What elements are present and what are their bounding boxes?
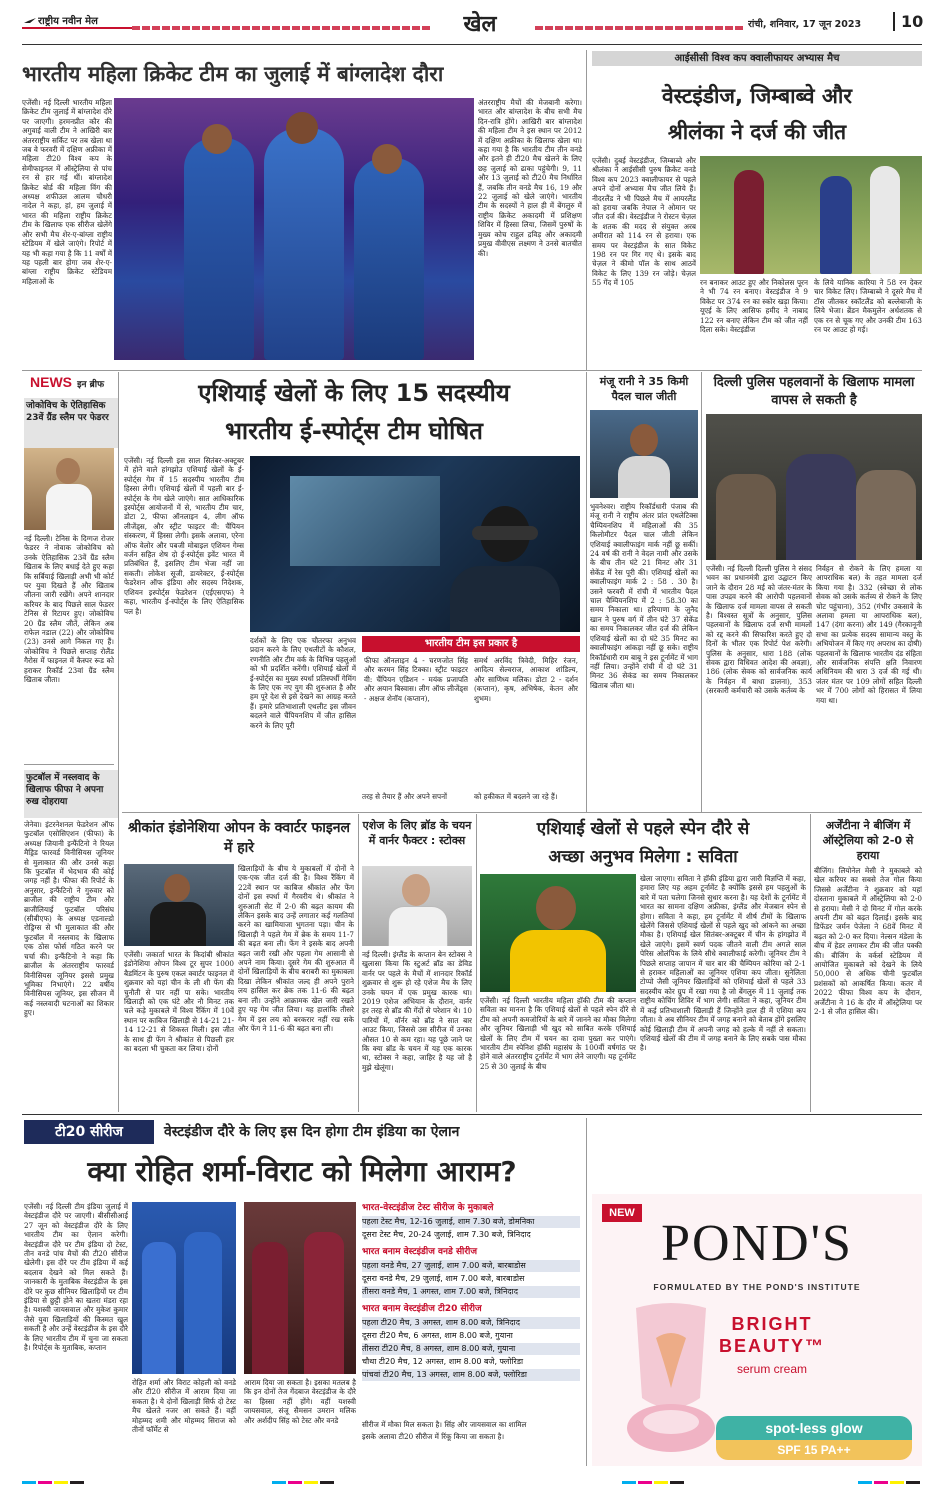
schedule-test-title: भारत-वेस्टइंडीज टेस्ट सीरीज के मुकाबले [362,1203,494,1213]
in-brief-label: इन ब्रीफ [77,380,105,390]
team-india-photo [132,1202,236,1374]
divider-brief [118,372,119,1112]
news-label: NEWS [30,374,72,390]
schedule-odi-row-1: पहला वनडे मैच, 27 जुलाई, शाम 7.00 बजे, बारबाडोस [362,1260,580,1272]
manju-head [630,424,658,456]
wi-player-a [252,1242,288,1374]
gamer-body [450,566,560,632]
india-player-1 [142,1242,176,1374]
player-figure-1 [184,138,254,360]
registration-marks [22,1474,922,1484]
esports-team-box [362,636,580,786]
gamer-headset [472,526,538,540]
news-brief-label [30,372,130,392]
brief-divider [24,764,114,765]
section-title: खेल [463,12,497,37]
ad-spf-badge [716,1416,912,1460]
divider-t20-ad [586,1118,587,1466]
divider-walk [701,372,702,812]
wi-player-3 [870,166,900,274]
lead-col2: अंतरराष्ट्रीय मैचों की मेजबानी करेगा। भारत और बांग्लादेश के बीच सभी मैच दिन-रात्रि होंगे। आखिरी बार बांग्लादेश की महिला टीम ने इस स्थान पर 2012 में दक्षिण अफ्रीका के खिलाफ खेला था। कहा गया है कि भारतीय टीम तीन वनडे और इतने ही टी20 मैच खेलने के लिए छह जुलाई को ढाका पहुंचेगी। 9, 11 और 13 जुलाई को टी20 मैच निर्धारित हैं, जबकि तीन वनडे मैच 16, 19 और 22 जुलाई को खेले जाएंगे। भारतीय टीम के सदस्यों ने हाल ही में बेंगलुरु में राष्ट्रीय क्रिकेट अकादमी में प्रशिक्षण शिविर में हिस्सा लिया, जिसमें पुरुषों के मुख्य कोच राहुल द्रविड़ और अकादमी प्रमुख वीवीएस लक्ष्मण ने उनसे बातचीत की। [478,98,582,258]
player-head-1 [202,124,232,154]
crowd-2 [786,454,856,560]
team-box-col2: समर्थ अरविंद त्रिवेदी, मिहिर रंजन, आदित्य सेल्वराज, आकाश शांडिल्य, और साणिध्य मलिक। डोटा 2 - दर्शन (कप्तान), कृष, अभिषेक, केतन और शुभम। [474,656,578,703]
divider-savita [810,814,811,1112]
srikanth-col1: एजेंसी। जकार्ता भारत के किदांबी श्रीकांत इंडोनेशिया ओपन विश्व टूर सुपर 1000 बैडमिंटन के पुरुष एकल क्वार्टर फाइनल में शुक्रवार को यहां चीन के ली शी फेंग की चुनौती से पार नहीं पा सके। भारतीय खिलाड़ी को एक घंटे और नौ मिनट तक चले कड़े मुकाबले में विश्व रैंकिंग में 10वें स्थान पर काबिज खिलाड़ी से 14-21 21-14 12-21 से शिकस्त मिली। इस जीत के साथ ही फेंग ने श्रीकांत से पिछली हार का बदला भी चुकता कर लिया। दोनों [124,950,234,1054]
police-col1: एजेंसी। नई दिल्ली दिल्ली पुलिस ने संसद भवन का प्रधानमंत्री द्वारा उद्घाटन किए जाने के दौरान 28 मई को जंतर-मंतर के पास उपद्रव करने की आरोपी पहलवानों के खिलाफ दर्ज मामला वापस ले सकती है। विश्वस्त सूत्रों के अनुसार, पुलिस पहलवानों के खिलाफ दर्ज सभी मामलों को रद्द करने की सिफारिश करते हुए दो दिनों के भीतर एक रिपोर्ट पेश करेगी। पुलिस के अनुसार, धारा 188 (लोक सेवक द्वारा विधिवत आदेश की अवज्ञा), 186 (लोक सेवक को सार्वजनिक कार्य के निर्वहन में बाधा डालना), 353 (सरकारी कर्मचारी को उसके कर्तव्य के [706,564,812,696]
masthead [0,0,945,44]
srikanth-headline: श्रीकांत इंडोनेशिया ओपन के क्वार्टर फाइनल में हारे [127,820,351,856]
manju-body [618,456,670,498]
schedule-odi-row-2: दूसरा वनडे मैच, 29 जुलाई, शाम 7.00 बजे, बारबाडोस [362,1274,525,1283]
esports-col1: एजेंसी। नई दिल्ली इस साल सितंबर-अक्टूबर में होने वाले हांगझोउ एशियाई खेलों के ई-स्पोर्ट्स गेम में 15 सदस्यीय भारतीय टीम हिस्सा लेगी। एशियाई खेलों में पहली बार ई-स्पोर्ट्स के गेम खेले जाएंगे। सात आधिकारिक इस्पोर्ट्स आयोजनों में से, भारतीय टीम चार, डोटा 2, फीफा ऑनलाइन 4, लीग ऑफ लीजेंड्स, और स्ट्रीट फाइटर वी: चैंपियन संस्करण, में हिस्सा लेगी। इसके अलावा, एरेना ऑफ वेलोर और पबजी मोबाइल एशियन गेम्स वर्जन सहित शेष दो ई-स्पोर्ट्स इवेंट भारत में प्रतिबंधित हैं, इसलिए टीम भेजा नहीं जा सकती। लोकेश सूजी, डायरेक्टर, ई-स्पोर्ट्स फेडरेशन ऑफ इंडिया और सदस्य निदेशक, एशियन इस्पोर्ट्स फेडरेशन (एईएसएफ) ने कहा, भारतीय ई-स्पोर्ट्स के लिए ऐतिहासिक पल है। [124,456,244,616]
ad-product-line3: serum cream [736,1362,807,1376]
crowd-1 [716,474,776,560]
ad-badge-top: spot-less glow [716,1416,912,1440]
brief1-headline: जोकोविच के ऐतिहासिक 23वें ग्रैंड स्लैम पर फेडरर [24,398,118,448]
savita-headline-line1: एशियाई खेलों से पहले स्पेन दौरे से [536,819,750,839]
ad-new-label: NEW [602,1204,642,1222]
player-head-2 [286,112,318,144]
t20-col1: एजेंसी। नई दिल्ली टीम इंडिया जुलाई में वेस्टइंडीज दौरे पर जाएगी। बीसीसीआई 27 जून को वेस्टइंडीज दौरे के लिए भारतीय टीम का ऐलान करेगी। वेस्टइंडीज दौरे पर टीम इंडिया दो टेस्ट, तीन वनडे पांच मैचों की टी20 सीरीज खेलेगी। इस दौरे पर टीम इंडिया में कई बदलाव देखने को मिल सकते हैं। जानकारी के मुताबिक वेस्टइंडीज के इस दौरे पर कुछ सीनियर खिलाड़ियों पर टीम इंडिया से छुट्टी होने का खतरा मंडरा रहा है। यशस्वी जायसवाल और मुकेश कुमार जैसे युवा खिलाड़ियों की किस्मत खुल सकती है और उन्हें वेस्टइंडीज के इस दौरे के लिए भारतीय टीम में चुना जा सकता है। रिपोर्ट्स के मुताबिक, कप्तान [24,1202,128,1353]
divider-row2 [122,812,922,813]
walk-body: भुवनेश्वर। राष्ट्रीय रिकॉर्डधारी पंजाब की मंजू रानी ने राष्ट्रीय अंतर प्रांत एथलेटिक्स चैम्पियनशिप में महिलाओं की 35 किलोमीटर पैदल चाल जीती लेकिन एशियाई क्वालीफाइंग मार्क नहीं छू सकीं। 24 वर्ष की रानी ने वेदल नामी और उसके के बीच तीन घंटे 21 मिनट और 31 सेकेंड में रेस पूरी की। एशियाई खेलों का क्वालीफाइंग मार्क 2 : 58 . 30 है। उसने फरवरी में रांची में भारतीय पैदल चाल चैम्पियनशिप में 2 : 58.30 का समय निकाला था। हरियाणा के जुनैद खान ने पुरुष वर्ग में तीन घंटे 37 सेकेंड का समय निकालकर जीत दर्ज की लेकिन एशियाई खेलों का दो घंटे 35 मिनट का क्वालीफाइंग आंकड़ा नहीं छू सके। राष्ट्रीय रिकॉर्डधारी राम बाबू ने इस टूर्नामेंट में भाग नहीं लिया। उन्होंने रांची में दो घंटे 31 मिनट 36 सेकंड का समय निकालकर खिताब जीता था। [590,502,698,690]
federer-body [46,484,92,530]
t20-col2: रोहित शर्मा और विराट कोहली को वनडे और टी20 सीरीज में आराम दिया जा सकता है। ये दोनों खिलाड़ी सिर्फ दो टेस्ट मैच खेलते नजर आ सकते हैं। वहीं मोहम्मद शमी और मोहम्मद सिराज को तीनों फॉर्मेट से [132,1378,236,1435]
esports-tail2: को हकीकत में बदलने जा रहे हैं। [474,792,558,801]
wi-col2: रन बनाकर आउट हुए और निकोलस पूरन ने भी 74 रन बनाए। वेस्टइंडीज ने 9 विकेट पर 374 रन का स्कोर खड़ा किया। यूएई के लिए आसिफ हमीद ने नाबाद 122 रन बनाए लेकिन टीम को जीत नहीं दिला सके। वेस्टइंडीज [700,278,808,335]
schedule-odi-title: भारत बनाम वेस्टइंडीज वनडे सीरीज [362,1247,478,1257]
police-col2: निर्वहन से रोकने के लिए हमला या आपराधिक बल) के तहत मामला दर्ज किया गया है। 332 (स्वेच्छा से लोक सेवक को उसके कर्तव्य से रोकने के लिए चोट पहुंचाना), 352 (गंभीर उकसावे के अलावा हमला या आपराधिक बल), 147 (दंगा करना) और 149 (गैरकानूनी सभा का प्रत्येक सदस्य सामान्य वस्तु के अभियोजन में किए गए अपराध का दोषी) पहलवानों के खिलाफ भारतीय दंड संहिता और सार्वजनिक संपत्ति क्षति निवारण अधिनियम की धारा 3 दर्ज की गई थी। जंतर मंतर पर 109 लोगों सहित दिल्ली भर में 700 लोगों को हिरासत में लिया गया था। [816,564,922,705]
masthead-rule-left [22,27,132,29]
wi-headline-line2: श्रीलंका ने दर्ज की जीत [667,120,847,144]
esports-photo [250,456,580,632]
t20-strap: वेस्टइंडीज दौरे के लिए इस दिन होगा टीम इंडिया का ऐलान [164,1124,460,1140]
federer-head [56,458,80,484]
lead-col1: एजेंसी। नई दिल्ली भारतीय महिला क्रिकेट टीम जुलाई में बांग्लादेश दौरे पर जाएगी। हरमनप्रीत कौर की अगुवाई वाली टीम ने आखिरी बार अंतरराष्ट्रीय सर्किट पर तब खेला था जब वे फरवरी में दक्षिण अफ्रीका में महिला टी20 विश्व कप के सेमीफाइनल में ऑस्ट्रेलिया से पांच रन से हार गई थीं। बांग्लादेश क्रिकेट बोर्ड की महिला विंग की अध्यक्ष शफीउल आलम चौधरी नादेल ने कहा, हां, हम जुलाई में भारत की महिला राष्ट्रीय क्रिकेट टीम के खिलाफ एक सीरीज खेलेंगे और सभी मैच शेर-ए-बांग्ला राष्ट्रीय स्टेडियम में खेले जाएंगे। रिपोर्ट में यह भी कहा गया है कि 11 वर्षों में यह पहली बार होगा जब शेर-ए-बांग्ला राष्ट्रीय क्रिकेट स्टेडियम महिलाओं के [22,98,112,286]
divider-row3 [22,1114,922,1115]
brief2-body: जेनेवा। इंटरनेशनल फेडरेशन ऑफ फुटबॉल एसोसिएशन (फीफा) के अध्यक्ष जियानी इन्फैंटिनो ने रियल मैड्रिड फारवर्ड विनीसियस जूनियर से मुलाकात की और उनसे कहा कि फुटबॉल में भेदभाव की कोई जगह नहीं है। फीफा की रिपोर्ट के अनुसार, इन्फैंटिनो ने गुरुवार को ब्राजील की राष्ट्रीय टीम और ब्राजीलियाई फुटबॉल परिसंघ (सीबीएफ) के अध्यक्ष एडनाल्डो रोड्रिग्स से भी मुलाकात की और फुटबॉल में नस्लवाद के खिलाफ एक ठोस फोर्स गठित करने पर चर्चा की। इन्फैंटिनो ने कहा कि ब्राजील के अंतरराष्ट्रीय फारवर्ड विनीसियस जूनियर इससे प्रमुख भूमिका निभाएंगे। 22 वर्षीय विनीसियस जूनियर, इस सीजन में कई नस्लवादी घटनाओं का शिकार हुए। [24,820,114,1018]
crowd-3 [856,470,916,560]
ashes-body: नई दिल्ली। इंग्लैंड के कप्तान बेन स्टोक्स ने खुलासा किया कि स्टुअर्ट ब्रॉड का डेविड वार्नर पर पहले के मैचों में शानदार रिकॉर्ड शुक्रवार से शुरू हो रहे एशेज मैच के लिए उनके चयन में एक प्रमुख कारक था। 2019 एशेज अभियान के दौरान, वार्नर हर तरह से ब्रॉड की गेंदों से परेशान थे। 10 पारियों में, वॉर्नर को ब्रॉड ने सात बार आउट किया, जिससे उस सीरीज में उनका औसत 10 से कम रहा। यह पूछे जाने पर कि क्या ब्रॉड के चयन में यह एक कारक था, स्टोक्स ने कहा, जाहिर है यह जो है मुझे खेलूंगा। [362,950,472,1072]
schedule-t20-row-2: दूसरा टी20 मैच, 6 अगस्त, शाम 8.00 बजे, गुयाना [362,1331,513,1340]
t20-headline: क्या रोहित शर्मा-विराट को मिलेगा आराम? [87,1155,517,1188]
monitor-screen [290,476,440,566]
esports-headline-line2: भारतीय ई-स्पोर्ट्स टीम घोषित [225,417,483,445]
wrestlers-photo [706,414,922,560]
wi-headline-line1: वेस्टइंडीज, जिम्बाब्वे और [661,84,852,108]
argentina-headline: अर्जेंटीना ने बीजिंग में ऑस्ट्रेलिया को 2-0 से हराया [822,819,914,862]
srikanth-photo [124,864,234,946]
federer-photo [24,448,114,530]
brief2-headline: फुटबॉल में नस्लवाद के खिलाफ फीफा ने अपना रुख दोहराया [24,770,118,818]
schedule-t20-title: भारत बनाम वेस्टइंडीज टी20 सीरीज [362,1304,482,1314]
savita-col1: एजेंसी। नई दिल्ली भारतीय महिला हॉकी टीम की कप्तान सविता का मानना है कि एशियाई खेलों से पहले स्पेन दौरे से टीम को अपनी कमजोरियों के बारे में जानने का मौका मिलेगा और जूनियर खिलाड़ी भी खुद को साबित करके एशियाई खेलों के लिए टीम में चयन का दावा पुख्ता कर पाएंगे। भारतीय टीम स्पेनिश हॉकी महासंघ के 100वीं वर्षगांठ पर होने वाले अंतरराष्ट्रीय टूर्नामेंट में भाग लेने जाएगी। यह टूर्नामेंट 25 से 30 जुलाई के बीच [480,996,636,1071]
ashes-headline: एशेज के लिए ब्रॉड के चयन में वार्नर फैक्टर : स्टोक्स [362,819,472,847]
manju-photo [590,410,698,498]
player-figure-3 [354,158,424,360]
schedule-t20-row-3: तीसरा टी20 मैच, 8 अगस्त, शाम 8.00 बजे, गुयाना [362,1343,580,1355]
walk-headline: मंजू रानी ने 35 किमी पैदल चाल जीती [599,375,689,403]
srikanth-col2: खिलाड़ियों के बीच ये मुकाबलों में दोनों ने एक-एक जीत दर्ज की है। विश्व रैंकिंग में 22वें स्थान पर काबिज श्रीकांत और फेंग दोनों इस स्पर्धा में गैरवरीय थे। श्रीकांत ने शुरुआती सेट में 2-0 की बढ़त कायम की लेकिन इसके बाद उन्हें लगातार कई गलतियां करने का खामियाजा भुगतना पड़ा। चीन के खिलाड़ी ने पहले गेम में ब्रेक के समय 11-7 की बढ़त बना ली। फेंग ने इसके बाद अपनी बढ़त जारी रखी और पहला गेम आसानी से अपने नाम किया। दूसरे गेम की शुरुआत में दोनों खिलाड़ियों के बीच बराबरी का मुकाबला दिखा लेकिन श्रीकांत जल्द ही अपने पुराने लय हासिल कर ब्रेक तक 11-6 की बढ़त बना ली। उन्होंने आक्रामक खेल जारी रखते हुए यह गेम जीत लिया। यह हालांकि तीसरे गेम में इस लय को बरकरार नहीं रख सके और फेंग ने 11-6 की बढ़त बना ली। [238,864,354,1033]
wi-col3: के लिये यानिक कारिया ने 58 रन देकर चार विकेट लिए। जिम्बाब्वे ने दूसरे मैच में टॉस जीतकर स्कॉटलैंड को बल्लेबाजी के लिये भेजा। ब्रेंडन मैकमुलेन अर्धशतक से एक रन से चूक गए और उनकी टीम 163 रन पर आउट हो गई। [814,278,922,335]
stokes-head [402,874,430,906]
masthead-rule-left-dark [132,26,432,30]
masthead-rule-right [535,26,745,30]
page-number: 10 [893,12,931,31]
wi-kicker: आईसीसी विश्व कप क्वालीफायर अभ्यास मैच [592,51,922,66]
lead-headline: भारतीय महिला क्रिकेट टीम का जुलाई में बांग्लादेश दौरा [22,62,444,86]
t20-foot2: इसके अलावा टी20 सीरीज में रिंकू किया जा सकता है। [362,1432,505,1441]
savita-headline-line2: अच्छा अनुभव मिलेगा : सविता [548,847,738,867]
brief1-body: नई दिल्ली। टेनिस के दिग्गज रोजर फेडरर ने नोवाक जोकोविच को उनके ऐतिहासिक 23वें ग्रैंड स्लैम खिताब के लिए बधाई देते हुए कहा कि सर्बियाई खिलाड़ी अभी भी कोर्ट पर युवा दिखते हैं और खिताब जीतना जारी रखेंगे। अपने शानदार करियर के बाद पिछले साल फेडरर टेनिस से रिटायर हुए। जोकोविच 20 ग्रैंड स्लैम जीतें, लेकिन अब राफेल नडाल (22) और जोकोविच (23) उनसे आगे निकल गए हैं। जोकोविच ने पिछले सप्ताह रोलैंड गैरोस में फाइनल में कैस्पर रूड को हराकर रिकॉर्ड 23वां ग्रैंड स्लैम खिताब जीता। [24,534,114,685]
t20-tag: टी20 सीरीज [24,1120,154,1144]
schedule-t20-row-1: पहला टी20 मैच, 3 अगस्त, शाम 8.00 बजे, त्रिनिदाद [362,1317,580,1329]
esports-col2: दर्शकों के लिए एक चौतरफा अनुभव प्रदान करने के लिए एथलीटों के कौशल, रणनीति और टीम वर्क के विभिन्न पहलुओं को भी प्रदर्शित करेंगी। एशियाई खेलों में ई-स्पोर्ट्स का मुख्य स्पर्धा प्रतिस्पर्धी गेमिंग के लिए एक नए युग की शुरुआत है और हम पूरे देश से इसे देखने का आग्रह करते हैं। हमारे प्रतिभाशाली एथलीट इस जीवन बदलने वाले चैंपियनशिप में जीत हासिल करने के लिए पूरी [250,636,356,730]
paper-name: राष्ट्रीय नवीन मेल [38,16,98,27]
masthead-divider [22,44,922,45]
wi-player-1 [734,170,764,274]
wi-player-b [304,1232,344,1374]
argentina-body: बीजिंग। लियोनेल मेसी ने मुकाबले को खेल करियर का सबसे तेज गोल किया जिससे अर्जेंटीना ने शुक्रवार को यहां दोस्ताना मुकाबले में ऑस्ट्रेलिया को 2-0 से हराया। मेसी ने दो मिनट में गोल करके अपनी टीम को बढ़त दिलाई। इसके बाद डिफेंडर जर्मन पेजेला ने 68वें मिनट में बढ़त को 2-0 कर दिया। नेल्सन मंडेला के बीच में हेडर लगाकर टीम की जीत पक्की की। बीजिंग के वर्कर्स स्टेडियम में आयोजित मुकाबले को देखने के लिये 50,000 से अधिक चीनी फुटबॉल प्रशंसकों को आकर्षित किया। कतर में 2022 फीफा विश्व कप के दौरान, अर्जेंटीना ने 16 के दौर में ऑस्ट्रेलिया पर 2-1 से जीत हासिल की। [814,866,922,1017]
ad-product-line2: BEAUTY™ [718,1336,825,1356]
lead-photo [114,98,474,360]
savita-jersey [510,930,606,992]
player-figure-2 [264,128,344,360]
wi-player-2 [820,176,852,274]
india-player-2 [184,1232,222,1374]
divider-srikanth [358,814,359,1112]
police-headline: दिल्ली पुलिस पहलवानों के खिलाफ मामला वापस ले सकती है [713,375,915,408]
ad-brand: POND'S [661,1215,853,1272]
esports-headline-line1: एशियाई खेलों के लिए 15 सदस्यीय [198,379,510,407]
divider-esports [586,372,587,812]
wi-col1: एजेंसी। दुबई वेस्टइंडीज, जिम्बाब्वे और श्रीलंका ने आईसीसी पुरुष क्रिकेट वनडे विश्व कप 2023 क्वालीफायर से पहले अपने दोनों अभ्यास मैच जीत लिये हैं। नीदरलैंड ने भी पिछले मैच में आयरलैंड को हराया जबकि नेपाल ने ओमान पर जीत दर्ज की। वेस्टइंडीज ने रोस्टन चेज़ल के शतक की मदद से संयुक्त अरब अमीरात को 114 रन से हराया। एक समय पर वेस्टइंडीज के सात विकेट 198 रन पर गिर गए थे। इसके बाद चेज़ल ने कीमो पॉल के साथ आठवें विकेट के लिए 139 रन जोड़े। चेज़ल 55 गेंद में 105 [592,156,696,288]
schedule-t20-row-4: चौथा टी20 मैच, 12 अगस्त, शाम 8.00 बजे, फ्लोरिडा [362,1357,524,1366]
west-indies-photo [244,1202,356,1374]
team-box-col1: फीफा ऑनलाइन 4 - चरणजोत सिंह और करमन सिंह टिक्का। स्ट्रीट फाइटर वी: चैंपियन एडिशन - मयंक प्रजापति और अयान बिस्वास। लीग ऑफ लीजेंड्स - अक्षज शेनॉय (कप्तान), [364,656,468,703]
dateline: रांची, शनिवार, 17 जून 2023 [748,19,862,30]
team-box-title: भारतीय टीम इस प्रकार है [362,636,580,652]
ad-badge-bottom: SPF 15 PA++ [716,1440,912,1460]
srikanth-head [164,874,190,902]
schedule-odi-row-3: तीसरा वनडे मैच, 1 अगस्त, शाम 7.00 बजे, त्रिनिदाद [362,1286,580,1298]
divider-row1 [22,370,922,371]
player-head-3 [372,144,402,174]
divider-lead-right [586,50,587,370]
savita-photo [480,874,636,992]
wi-photo [700,156,922,274]
ponds-ad[interactable] [592,1194,922,1466]
savita-col2: खेला जाएगा। सविता ने हॉकी इंडिया द्वारा जारी विज्ञप्ति में कहा, हमारा लिए यह अहम टूर्नामेंट है क्योंकि इससे हम पहलुओं के बारे में पता चलेगा जिनसे सुधार करना है। यह देशों के टूर्नामेंट में भारत का सामना दक्षिण अफ्रीका, इंग्लैंड और मेजबान स्पेन से होगा। सविता ने कहा, हम टूर्नामेंट में शीर्ष टीमों के खिलाफ खेलेंगे जिससे एशियाई खेलों से पहले खुद को आंकने का अच्छा मौका है। एशियाई खेल सितंबर-अक्टूबर में चीन के हांगझोउ में खेले जाएंगे। इसमें स्वर्ण पदक जीतने वाली टीम अगले साल पेरिस ओलंपिक के लिये सीधे क्वालीफाई करेगी। जूनियर टीम ने पिछले सप्ताह जापान में चार बार की चैम्पियन कोरिया को 2-1 से हराकर महिलाओं का जूनियर एशिया कप जीता। सुनेलिता टोप्पो जैसी जूनियर खिलाड़ियों को एशियाई खेलों से पहले 33 सदस्यीय कोर ग्रुप में रखा गया है जो बेंगलुरु में 11 जुलाई तक राष्ट्रीय कोचिंग शिविर में भाग लेगी। सविता ने कहा, जूनियर टीम में कई प्रतिभाशाली खिलाड़ी हैं जिन्होंने हाल ही में एशिया कप जीता। वे अब सीनियर टीम में जगह बनाने को बेताब होंगे इसलिए कोई खिलाड़ी टीम में अपनी जगह को हल्के में नहीं ले सकता। एशियाई खेलों की टीम में जगह बनाने के लिए सबके पास मौका है। [640,874,806,1053]
t20-col3: आराम दिया जा सकता है। इसका मतलब है कि इन दोनों तेज गेंदबाज वेस्टइंडीज के दौरे का हिस्सा नहीं होंगे। वहीं यशस्वी जायसवाल, संजू सैमसन उमरान मलिक और अर्शदीप सिंह को टेस्ट और वनडे [244,1378,356,1425]
t20-foot1: सीरीज में मौका मिल सकता है। सिंह और जायसवाल का शामिल [362,1420,527,1429]
ad-product-line1: BRIGHT [731,1314,813,1334]
schedule-box [362,1202,580,1416]
srikanth-body [150,902,206,946]
schedule-test-row-2: दूसरा टेस्ट मैच, 20-24 जुलाई, शाम 7.30 बजे, त्रिनिदाद [362,1230,531,1239]
ad-formulated: FORMULATED BY THE POND'S INSTITUTE [653,1282,861,1292]
schedule-t20-row-5: पांचवां टी20 मैच, 13 अगस्त, शाम 8.00 बजे, फ्लोरिडा [362,1369,580,1381]
schedule-test-row-1: पहला टेस्ट मैच, 12-16 जुलाई, शाम 7.30 बजे, डोमनिका [362,1216,580,1228]
divider-ashes [476,814,477,1112]
stokes-photo [362,866,472,946]
bird-logo-icon [22,13,36,23]
savita-head [536,886,576,930]
esports-tail1: तरह से तैयार हैं और अपने सपनों [362,792,447,801]
stokes-body [388,906,448,946]
